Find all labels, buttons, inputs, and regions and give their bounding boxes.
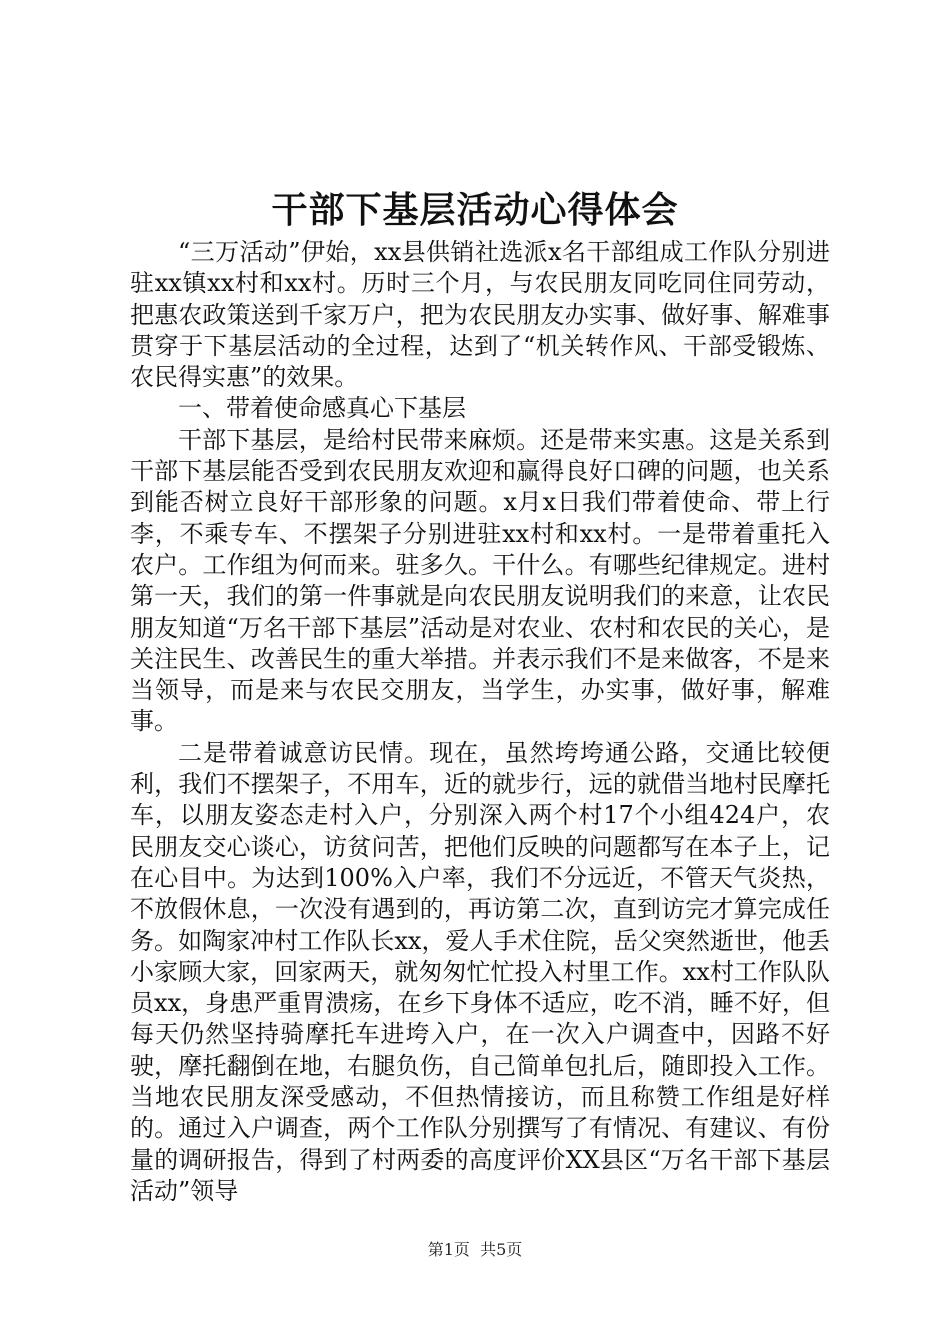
page-number-label: 第1页 共5页 — [427, 1240, 523, 1259]
body-paragraph-2: 二是带着诚意访民情。现在，虽然垮垮通公路，交通比较便利，我们不摆架子，不用车，近的就步行，远的就借当地村民摩托车，以朋友姿态走村入户，分别深入两个村17个小组424户，农民朋友交心谈心，访贫问苦，把他们反映的问题都写在本子上，记在心目中。为达到100%入户率，我们不分远近，不管天气炎热，不放假休息，一次没有遇到的，再访第二次，直到访完才算完成任务。如陶家冲村工作队长xx，爱人手术住院，岳父突然逝世，他丢小家顾大家，回家两天，就匆匆忙忙投入村里工作。xx村工作队队员xx，身患严重胃溃疡，在乡下身体不适应，吃不消，睡不好，但每天仍然坚持骑摩托车进垮入户，在一次入户调查中，因路不好驶，摩托翻倒在地，右腿负伤，自己简单包扎后，随即投入工作。当地农民朋友深受感动，不但热情接访，而且称赞工作组是好样的。通过入户调查，两个工作队分别撰写了有情况、有建议、有份量的调研报告，得到了村两委的高度评价XX县区“万名干部下基层活动”领导 — [130, 738, 830, 1205]
document-body — [130, 237, 830, 1207]
page-footer — [0, 1239, 950, 1261]
section-heading: 一、带着使命感真心下基层 — [178, 394, 466, 423]
body-paragraph-1: 干部下基层，是给村民带来麻烦。还是带来实惠。这是关系到干部下基层能否受到农民朋友欢迎和赢得良好口碑的问题，也关系到能否树立良好干部形象的问题。x月x日我们带着使命、带上行李，不乘专车、不摆架子分别进驻xx村和xx村。一是带着重托入农户。工作组为何而来。驻多久。干什么。有哪些纪律规定。进村第一天，我们的第一件事就是向农民朋友说明我们的来意，让农民朋友知道“万名干部下基层”活动是对农业、农村和农民的关心，是关注民生、改善民生的重大举措。并表示我们不是来做客，不是来当领导，而是来与农民交朋友，当学生，办实事，做好事，解难事。 — [130, 425, 830, 736]
intro-paragraph: “三万活动”伊始，xx县供销社选派x名干部组成工作队分别进驻xx镇xx村和xx村。历时三个月，与农民朋友同吃同住同劳动，把惠农政策送到千家万户，把为农民朋友办实事、做好事、解难事贯穿于下基层活动的全过程，达到了“机关转作风、干部受锻炼、农民得实惠”的效果。 — [130, 238, 830, 392]
document-title: 干部下基层活动心得体会 — [271, 189, 679, 231]
